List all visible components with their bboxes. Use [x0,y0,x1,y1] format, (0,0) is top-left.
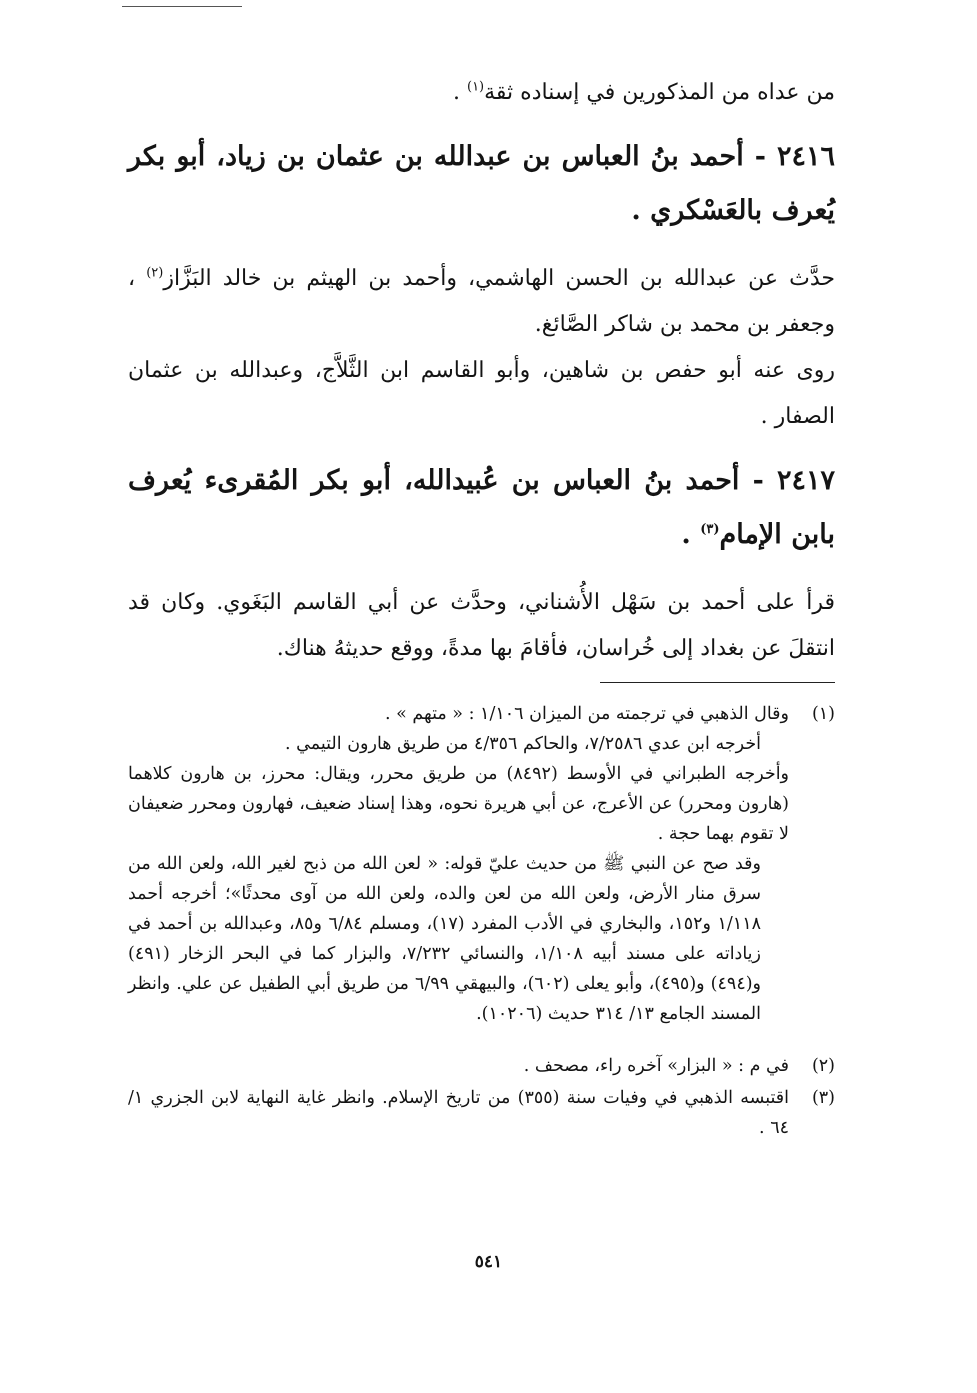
footnote-2 [128,1051,835,1081]
page-number: ٥٤١ [474,1252,503,1272]
footnote-body [128,699,789,1029]
footnote-mark: (٣) [811,1088,835,1108]
top-rule [122,6,242,7]
footnote-paragraph: اقتبسه الذهبي في وفيات سنة (٣٥٥) من تاريخ الإسلام. وانظر غاية النهاية لابن الجزري ١/ ٦٤ . [128,1088,789,1138]
entry-number: ٢٤١٦ - [754,141,835,172]
entry-2416-paragraph-1: حدَّث عن عبدالله بن الحسن الهاشمي، وأحمد بن الهيثم بن خالد البَزَّاز$^{(٢)}$ ، وجعفر بن محمد بن شاكر الصَّائغ. [128,265,835,337]
entry-2416-paragraph-2: روى عنه أبو حفص بن شاهين، وأبو القاسم ابن الثَّلاَّج، وعبدالله بن عثمان الصفار . [128,358,835,429]
footnote-ref-1[interactable]: (١) [466,79,485,95]
footnote-paragraph: وقد صح عن النبي ﷺ من حديث عليّ قوله: « لعن الله من ذبح لغير الله، ولعن الله من سرق منار الأرض، ولعن الله من لعن والده، ولعن الله من آوى محدثًا»؛ أخرجه أحمد ١/١١٨ و١٥٢، والبخاري في الأدب المفرد (١٧)، ومسلم ٦/٨٤ و٨٥، وعبدالله بن أحمد في زياداته على مسند أبيه ١/١٠٨، والنسائي ٧/٢٣٢، والبزار كما في البحر الزخار (٤٩١) و(٤٩٤) و(٤٩٥)، وأبو يعلى (٦٠٢)، والبيهقي ٦/٩٩ من طريق أبي الطفيل عن علي. وانظر المسند الجامع ١٣/ ٣١٤ حديث (١٠٢٠٦). [128,854,761,1024]
entry-2417-heading: ٢٤١٧ - أحمد بنُ العباس بن عُبيدالله، أبو بكر المُقرىء يُعرف بابن الإمام$^{(٣)}$ . [128,465,836,550]
entry-title: أحمد بنُ العباس بن عبدالله بن عثمان بن زياد، أبو بكر يُعرف بالعَسْكري . [128,141,835,226]
footnote-gap [128,1031,835,1051]
footnote-mark: (٢) [811,1056,835,1076]
entry-title: أحمد بنُ العباس بن عُبيدالله، أبو بكر المُقرىء يُعرف بابن الإمام [128,465,835,550]
footnote-ref-3[interactable]: (٣) [700,522,720,537]
footnote-3 [128,1083,835,1143]
footnote-paragraph: في م : « البزار» آخره راء، مصحف . [523,1056,789,1076]
footnote-mark: (١) [811,704,835,724]
footnote-paragraph: وقال الذهبي في ترجمته من الميزان ١/١٠٦ : « متهم » . [384,704,789,724]
entry-2416-heading [128,130,835,238]
footnote-1 [128,699,835,1029]
page-body [128,70,835,1145]
footnote-separator [600,682,835,683]
footnote-paragraph: أخرجه ابن عدي ٧/٢٥٨٦، والحاكم ٤/٣٥٦ من طريق هارون التيمي . [285,734,761,754]
footnote-ref-2[interactable]: (٢) [146,265,164,281]
footnote-paragraph: وأخرجه الطبراني في الأوسط (٨٤٩٢) من طريق محرر، ويقال: محرز، بن هارون كلاهما (هارون ومحرر) عن الأعرج، عن أبي هريرة نحوه، وهذا إسناد ضعيف، فهارون ومحرر ضعيفان لا تقوم بهما حجة . [128,764,790,844]
entry-2417-paragraph-1: قرأ على أحمد بن سَهْل الأُشناني، وحدَّث عن أبي القاسم البَغَوي. وكان قد انتقلَ عن بغداد إلى خُراسان، فأقامَ بها مدةً، ووقع حديثهُ هناك. [128,590,835,661]
footnote-body [128,1083,789,1143]
entry-number: ٢٤١٧ - [752,465,836,496]
footnote-body [128,1051,789,1081]
intro-line: من عداه من المذكورين في إسناده ثقة$^{(١)}$ . [452,79,835,105]
